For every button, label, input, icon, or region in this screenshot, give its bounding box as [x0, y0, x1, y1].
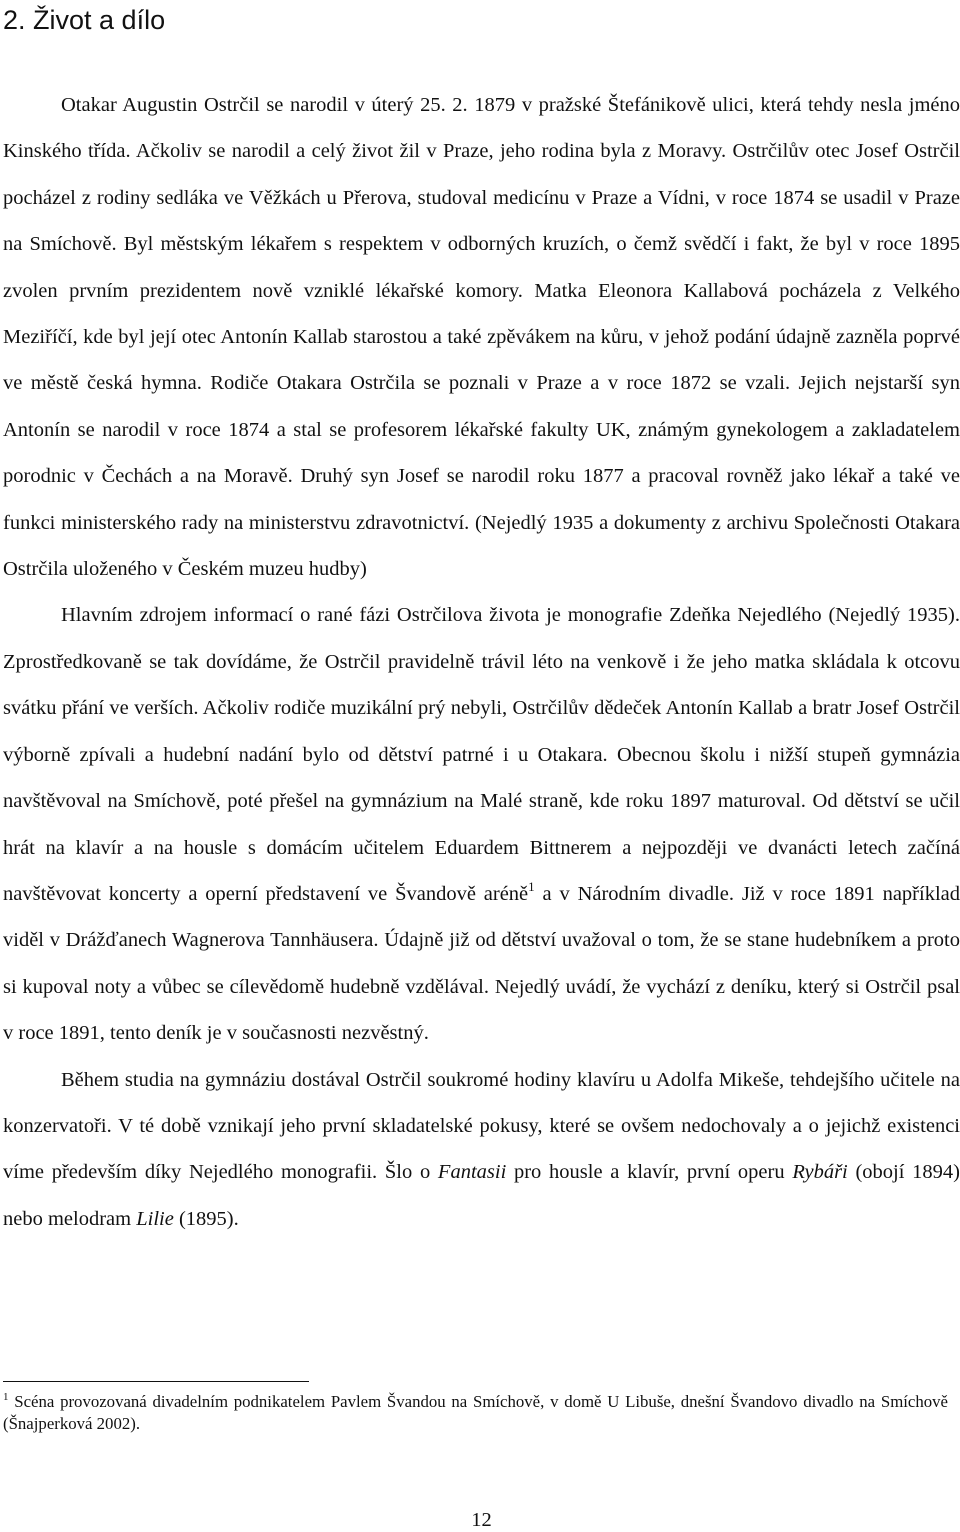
paragraph-2 [3, 592, 960, 1056]
work-title-lilie: Lilie [136, 1207, 174, 1230]
page-number: 12 [471, 1509, 492, 1531]
paragraph-3-text-d: (1895). [173, 1207, 239, 1230]
paragraph-3-text-c: (obojí 1894) nebo melodram [3, 1161, 960, 1230]
footnote-separator [3, 1381, 309, 1382]
footnote-1 [3, 1391, 948, 1435]
paragraph-3-text-b: pro housle a klavír, první operu [506, 1161, 793, 1184]
paragraph-2-text-a: Hlavním zdrojem informací o rané fázi Ostrčilova života je monografie Zdeňka Nejedlého (Nejedlý 1935). Zprostředkovaně se tak dovídáme, že Ostrčil pravidelně trávil léto na venkově i že jeho matka skládala k otcovu svátku přání ve verších. Ačkoliv rodiče muzikální prý nebyli, Ostrčilův dědeček Antonín Kallab a bratr Josef Ostrčil výborně zpívali a hudební nadání bylo od dětství patrné i u Otakara. Obecnou školu i nižší stupeň gymnázia navštěvoval na Smíchově, poté přešel na gymnázium na Malé straně, kde roku 1897 maturoval. Od dětství se učil hrát na klavír a na housle s domácím učitelem Eduardem Bittnerem a nejpozději ve dvanácti letech začíná navštěvovat koncerty a operní představení ve Švandově aréně [3, 604, 960, 905]
footnote-marker: 1 [3, 1391, 9, 1403]
paragraph-3-text-a: Během studia na gymnáziu dostával Ostrčil soukromé hodiny klavíru u Adolfa Mikeše, tehdejšího učitele na konzervatoři. V té době vznikají jeho první skladatelské pokusy, které se ovšem nedochovaly a o jejichž existenci víme především díky Nejedlého monografii. Šlo o [3, 1068, 960, 1184]
work-title-fantasie: Fantasii [437, 1161, 507, 1184]
paragraph-2-text-b: a v Národním divadle. Již v roce 1891 například viděl v Drážďanech Wagnerova Tannhäusera. Údajně již od dětství uvažoval o tom, že se stane hudebníkem a proto si kupoval noty a vůbec se cílevědomě hudebně vzdělával. Nejedlý uvádí, že vychází z deníku, který si Ostrčil psal v roce 1891, tento deník je v současnosti nezvěstný. [3, 882, 960, 1045]
paragraph-1: Otakar Augustin Ostrčil se narodil v úterý 25. 2. 1879 v pražské Štefánikově ulici, která tehdy nesla jméno Kinského třída. Ačkoliv se narodil a celý život žil v Praze, jeho rodina byla z Moravy. Ostrčilův otec Josef Ostrčil pocházel z rodiny sedláka ve Věžkách u Přerova, studoval medicínu v Praze a Vídni, v roce 1874 se usadil v Praze na Smíchově. Byl městským lékařem s respektem v odborných kruzích, o čemž svědčí i fakt, že byl v roce 1895 zvolen prvním prezidentem nově vzniklé lékařské komory. Matka Eleonora Kallabová pocházela z Velkého Meziříčí, kde byl její otec Antonín Kallab starostou a také zpěvákem na kůru, v jehož podání údajně zazněla poprvé ve městě česká hymna. Rodiče Otakara Ostrčila se poznali v Praze a v roce 1872 se vzali. Jejich nejstarší syn Antonín se narodil v roce 1874 a stal se profesorem lékařské fakulty UK, známým gynekologem a zakladatelem porodnic v Čechách a na Moravě. Druhý syn Josef se narodil roku 1877 a pracoval rovněž jako lékař a také ve funkci ministerského rady na ministerstvu zdravotnictví. (Nejedlý 1935 a dokumenty z archivu Společnosti Otakara Ostrčila uloženého v Českém muzeu hudby) [3, 94, 960, 581]
document-page [3, 0, 960, 1532]
footnote-text: Scéna provozovaná divadelním podnikatelem Pavlem Švandou na Smíchově, v domě U Libuše, dnešní Švandovo divadlo na Smíchově (Šnajperková 2002). [3, 1392, 948, 1433]
chapter-heading: 2. Život a dílo [3, 5, 166, 35]
body-text [3, 82, 960, 1242]
footnote-reference-1[interactable]: 1 [528, 878, 535, 894]
paragraph-3 [3, 1057, 960, 1243]
work-title-rybari: Rybáři [792, 1161, 848, 1184]
